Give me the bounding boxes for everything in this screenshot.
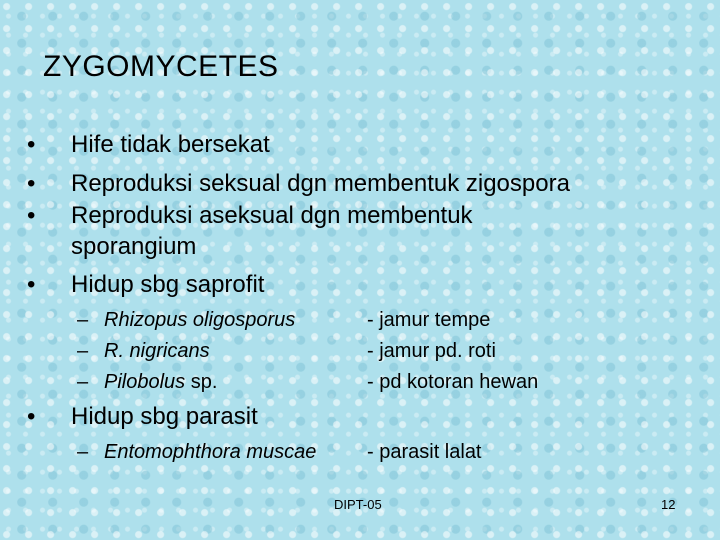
species-name: Pilobolus sp.: [104, 371, 218, 393]
species-name: Entomophthora muscae: [104, 441, 317, 463]
example-description: - parasit lalat: [367, 441, 482, 463]
bullet-continuation: sporangium: [71, 233, 197, 260]
bullet-marker: •: [27, 271, 36, 298]
species-name: R. nigricans: [104, 340, 210, 362]
dash-marker: –: [77, 309, 89, 331]
dash-marker: –: [77, 340, 89, 362]
species-name: Rhizopus oligosporus: [104, 309, 296, 331]
page-number: 12: [661, 497, 676, 512]
slide-title: ZYGOMYCETES: [43, 50, 279, 83]
bullet-marker: •: [27, 202, 36, 229]
bullet-text: Reproduksi seksual dgn membentuk zigospora: [71, 170, 570, 197]
example-description: - jamur tempe: [367, 309, 491, 331]
dash-marker: –: [77, 441, 89, 463]
bullet-marker: •: [27, 403, 36, 430]
bullet-text: Hife tidak bersekat: [71, 131, 270, 158]
bullet-marker: •: [27, 131, 36, 158]
bullet-marker: •: [27, 170, 36, 197]
footer-label: DIPT-05: [334, 497, 382, 512]
dash-marker: –: [77, 371, 89, 393]
bullet-text: Hidup sbg parasit: [71, 403, 258, 430]
example-description: - jamur pd. roti: [367, 340, 496, 362]
bullet-text: Reproduksi aseksual dgn membentuk: [71, 202, 473, 229]
bullet-text: Hidup sbg saprofit: [71, 271, 265, 298]
example-description: - pd kotoran hewan: [367, 371, 539, 393]
